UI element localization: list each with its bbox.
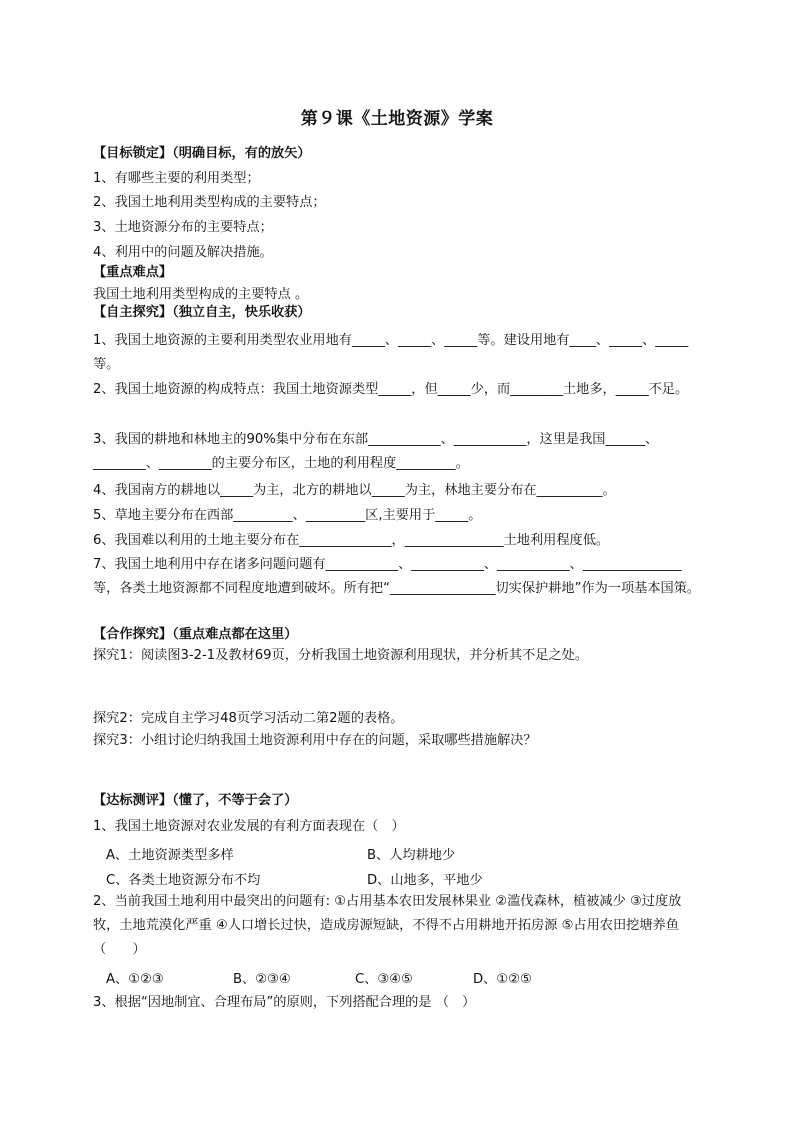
key-heading: 【重点难点】 [93,265,173,280]
question-3: 3、我国的耕地和林地主的90%集中分布在东部___________、___________，这里是我国______、________、________的主要分布区，土地的利用程度_________。 [93,432,659,471]
question-5: 5、草地主要分布在西部_________、_________区,主要用于_____。 [93,508,482,523]
option-a: A、①②③ [106,972,164,987]
test-heading: 【达标测评】（懂了，不等于会了） [93,793,298,808]
test-question-2: 2、当前我国土地利用中最突出的问题有: ①占用基本农田发展林果业 ②滥伐森林，植被减少 ③过度放牧，土地荒漠化严重 ④人口增长过快，造成房源短缺，不得不占用耕地开拓房源 ⑤占用农田挖塘养鱼（ ） [93,894,682,957]
option-b: B、人均耕地少 [367,848,456,863]
option-a: A、土地资源类型多样 [106,848,234,863]
option-c: C、③④⑤ [355,972,413,987]
test-question-1: 1、我国土地资源对农业发展的有利方面表现在（ ） [93,819,405,834]
option-d: D、①②⑤ [473,972,532,987]
goals-heading: 【目标锁定】（明确目标，有的放矢） [93,146,311,161]
goal-item: 4、利用中的问题及解决措施。 [93,245,273,260]
test-question-3: 3、根据“因地制宜、合理布局”的原则，下列搭配合理的是 （ ） [93,995,476,1010]
option-c: C、各类土地资源分布不均 [106,873,261,888]
question-1: 1、我国土地资源的主要利用类型农业用地有_____、_____、_____等。建设用地有____、_____、_____等。 [93,333,689,372]
self-study-heading: 【自主探究】（独立自主，快乐收获） [93,305,311,320]
goal-item: 1、有哪些主要的利用类型； [93,171,260,186]
question-7: 7、我国土地利用中存在诸多问题问题有___________、___________、___________、_______________等，各类土地资源都不同程度地遭到破坏。所有把“________________切实保护耕地”作为一项基本国策。 [93,557,701,596]
question-2: 2、我国土地资源的构成特点：我国土地资源类型_____，但_____少，而________土地多，_____不足。 [93,382,689,397]
key-text: 我国土地利用类型构成的主要特点 。 [93,287,309,302]
question-4: 4、我国南方的耕地以_____为主，北方的耕地以_____为主，林地主要分布在__________。 [93,483,616,498]
explore-2: 探究2：完成自主学习48页学习活动二第2题的表格。 [93,711,404,726]
goal-item: 2、我国土地利用类型构成的主要特点； [93,195,326,210]
explore-1: 探究1：阅读图3-2-1及教材69页，分析我国土地资源利用现状，并分析其不足之处。 [93,648,589,663]
goal-item: 3、土地资源分布的主要特点； [93,220,273,235]
option-d: D、山地多，平地少 [367,873,483,888]
question-6: 6、我国难以利用的土地主要分布在______________，_______________土地利用程度低。 [93,533,610,548]
option-b: B、②③④ [233,972,291,987]
page-title: 第９课《土地资源》学案 [300,109,494,129]
explore-3: 探究3：小组讨论归纳我国土地资源利用中存在的问题，采取哪些措施解决？ [93,733,537,748]
cooperation-heading: 【合作探究】（重点难点都在这里） [93,627,298,642]
